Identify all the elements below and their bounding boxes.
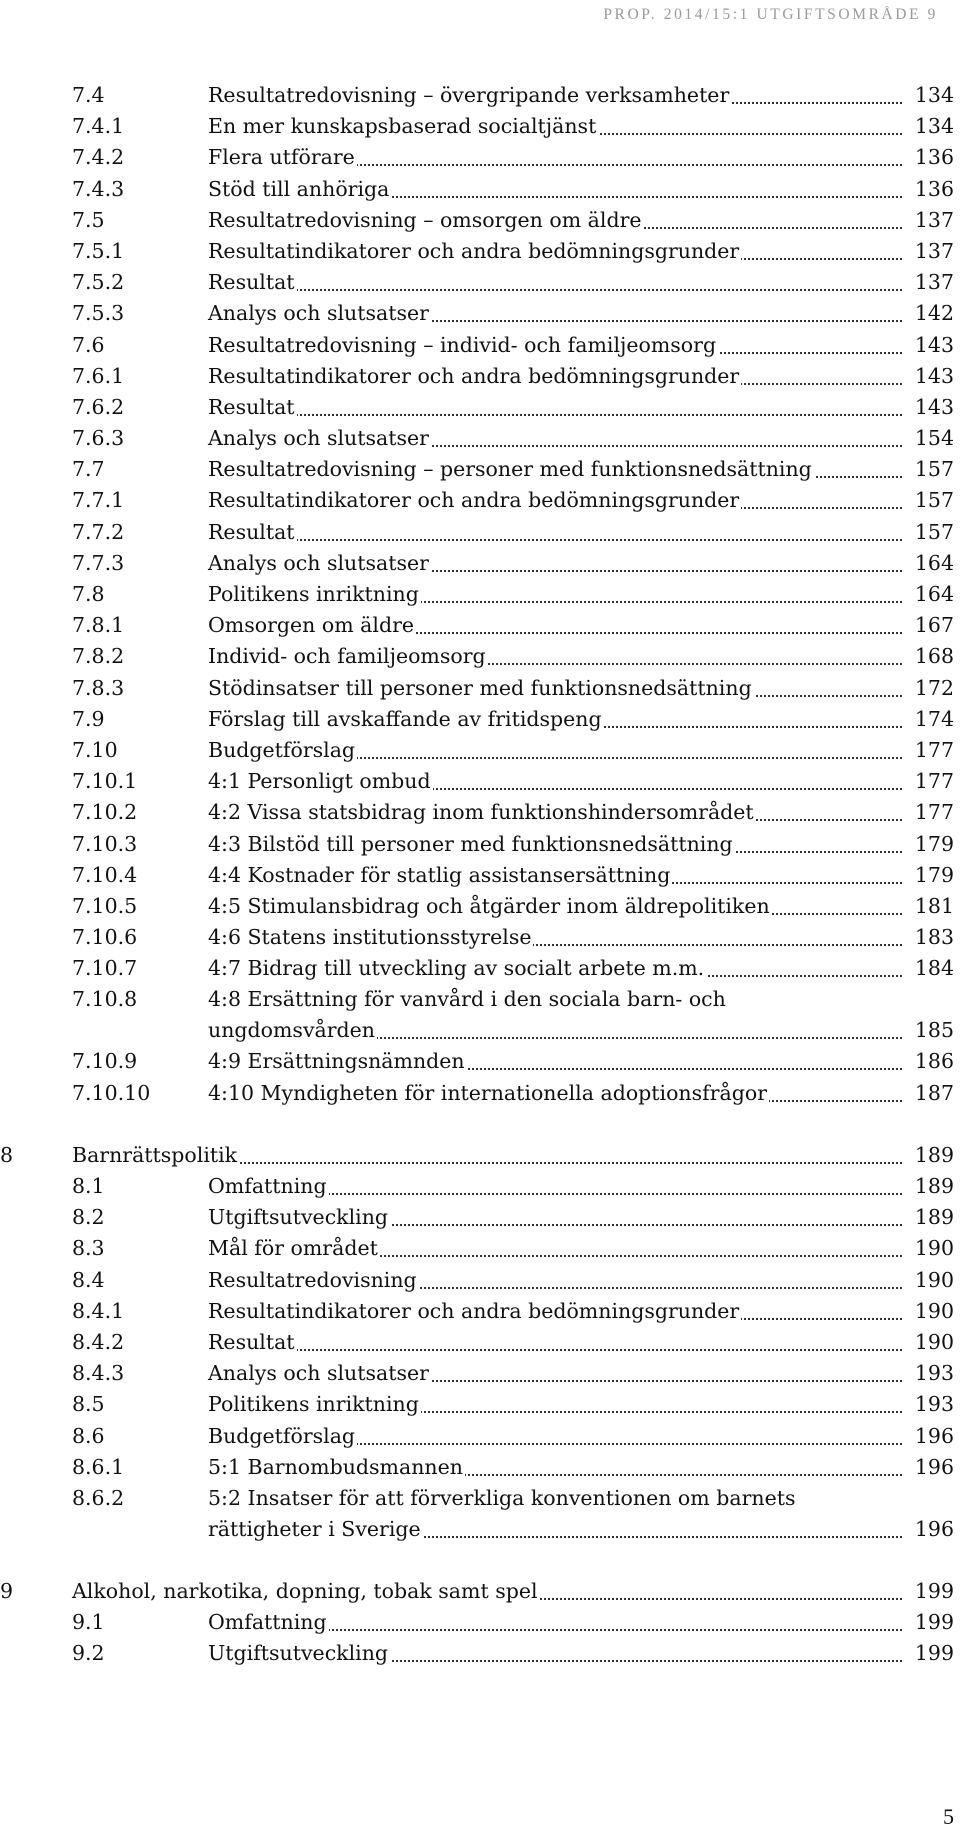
toc-entry-number: 7.8 [72, 582, 105, 606]
toc-entry-leader-line [208, 361, 960, 392]
toc-entry[interactable] [0, 641, 960, 672]
toc-entry[interactable] [0, 392, 960, 423]
toc-entry-number: 7.4.1 [72, 114, 125, 139]
toc-entry-leader-line [208, 1514, 960, 1545]
toc-entry-number: 7.8.1 [72, 613, 125, 638]
toc-entry-title: Resultat [208, 517, 297, 548]
toc-entry-title-line [208, 984, 960, 1015]
toc-entry-page: 142 [906, 298, 954, 329]
toc-entry-page: 154 [906, 423, 954, 454]
toc-entry-page: 189 [906, 1140, 954, 1171]
toc-entry[interactable] [0, 1638, 960, 1669]
toc-entry-page: 189 [906, 1202, 954, 1233]
toc-entry-number: 7.10.7 [72, 956, 138, 981]
toc-entry-leader-line [208, 1202, 960, 1233]
toc-entry-number: 8.3 [72, 1236, 105, 1261]
toc-entry-page: 143 [906, 392, 954, 423]
toc-entry-number: 8.4.3 [72, 1361, 125, 1386]
toc-entry-leader-line [208, 142, 960, 173]
toc-entry-title: Omfattning [208, 1607, 329, 1638]
toc-entry-title: Alkohol, narkotika, dopning, tobak samt spel [72, 1576, 540, 1607]
toc-entry-page: 190 [906, 1327, 954, 1358]
toc-entry-number: 9.1 [72, 1610, 105, 1635]
toc-entry-title: 4:2 Vissa statsbidrag inom funktionshindersområdet [208, 797, 756, 828]
toc-entry-number: 7.7.3 [72, 550, 125, 575]
toc-entry[interactable] [0, 984, 960, 1046]
toc-entry-number: 7.4.3 [72, 176, 125, 201]
toc-entry-page: 179 [906, 829, 954, 860]
toc-entry[interactable] [0, 111, 960, 142]
toc-entry-page: 137 [906, 267, 954, 298]
toc-entry-title: Resultatredovisning – individ- och familjeomsorg [208, 330, 718, 361]
toc-entry-title: Resultatindikatorer och andra bedömningsgrunder [208, 1296, 741, 1327]
toc-entry-title: 4:6 Statens institutionsstyrelse [208, 922, 533, 953]
toc-entry-number: 7.7.1 [72, 488, 125, 513]
toc-entry[interactable] [0, 423, 960, 454]
toc-entry-leader-line [208, 548, 960, 579]
toc-chapter-entry[interactable] [0, 1140, 960, 1171]
toc-entry-page: 137 [906, 205, 954, 236]
toc-entry-page: 193 [906, 1389, 954, 1420]
toc-entry-page: 172 [906, 673, 954, 704]
toc-entry-leader-line [208, 1638, 960, 1669]
toc-entry[interactable] [0, 1171, 960, 1202]
toc-entry[interactable] [0, 1389, 960, 1420]
toc-entry[interactable] [0, 1233, 960, 1264]
toc-entry-title: Resultatredovisning – personer med funktionsnedsättning [208, 454, 814, 485]
toc-entry-title: 4:8 Ersättning för vanvård i den sociala barn- och [208, 984, 728, 1015]
toc-entry[interactable] [0, 236, 960, 267]
toc-entry[interactable] [0, 454, 960, 485]
toc-entry-number: 7.10.4 [72, 862, 138, 887]
toc-entry-page: 186 [906, 1046, 954, 1077]
toc-entry-leader-line [208, 641, 960, 672]
toc-entry-leader-line [208, 485, 960, 516]
toc-entry-page: 167 [906, 610, 954, 641]
toc-entry[interactable] [0, 548, 960, 579]
toc-entry-leader-line [208, 267, 960, 298]
toc-entry-title: Stöd till anhöriga [208, 174, 391, 205]
toc-entry[interactable] [0, 1296, 960, 1327]
toc-entry[interactable] [0, 361, 960, 392]
toc-entry-page: 183 [906, 922, 954, 953]
toc-entry-title-continued: rättigheter i Sverige [208, 1514, 423, 1545]
toc-entry-leader-line [208, 1421, 960, 1452]
toc-entry-number: 7.6.1 [72, 363, 125, 388]
toc-entry-number: 8.4 [72, 1267, 105, 1292]
toc-entry-page: 196 [906, 1452, 954, 1483]
toc-entry-page: 177 [906, 766, 954, 797]
toc-entry[interactable] [0, 517, 960, 548]
toc-entry[interactable] [0, 735, 960, 766]
toc-entry-title-line [208, 1483, 960, 1514]
toc-entry-leader-line [208, 205, 960, 236]
toc-entry-number: 7.6 [72, 332, 105, 357]
toc-entry-title: Analys och slutsatser [208, 548, 431, 579]
toc-entry-page: 157 [906, 485, 954, 516]
toc-entry-number: 7.10.2 [72, 800, 138, 825]
toc-entry[interactable] [0, 330, 960, 361]
toc-entry-title: Omsorgen om äldre [208, 610, 416, 641]
toc-entry-number: 7.10.8 [72, 987, 138, 1012]
toc-entry-number: 8.6.2 [72, 1485, 125, 1510]
toc-entry-title: Barnrättspolitik [72, 1140, 239, 1171]
toc-entry-title: Omfattning [208, 1171, 329, 1202]
toc-entry-leader-line [208, 1078, 960, 1109]
dot-leader [208, 414, 902, 416]
toc-entry-number: 7.10.3 [72, 831, 138, 856]
toc-entry-page: 134 [906, 111, 954, 142]
toc-entry-leader-line [208, 111, 960, 142]
toc-entry-title: Analys och slutsatser [208, 298, 431, 329]
toc-entry-title: 4:10 Myndigheten för internationella adoptionsfrågor [208, 1078, 769, 1109]
toc-chapter-entry[interactable] [0, 1576, 960, 1607]
toc-entry-number: 7.9 [72, 706, 105, 731]
toc-entry[interactable] [0, 1265, 960, 1296]
toc-entry-leader-line [208, 1452, 960, 1483]
toc-entry-title: Resultatredovisning – övergripande verksamheter [208, 80, 731, 111]
toc-entry-title: Flera utförare [208, 142, 357, 173]
toc-entry-leader-line [208, 1358, 960, 1389]
toc-entry[interactable] [0, 766, 960, 797]
dot-leader [208, 539, 902, 541]
toc-entry-title: 4:5 Stimulansbidrag och åtgärder inom äldrepolitiken [208, 891, 772, 922]
toc-entry[interactable] [0, 1046, 960, 1077]
toc-entry[interactable] [0, 891, 960, 922]
toc-entry-leader-line [208, 860, 960, 891]
toc-entry-number: 7.7 [72, 457, 105, 482]
toc-entry-leader-line [208, 174, 960, 205]
toc-entry-page: 137 [906, 236, 954, 267]
toc-entry-leader-line [208, 1327, 960, 1358]
toc-entry-leader-line [72, 1140, 960, 1171]
toc-entry-page: 184 [906, 953, 954, 984]
toc-entry[interactable] [0, 1607, 960, 1638]
toc-entry[interactable] [0, 579, 960, 610]
toc-entry-title: 4:3 Bilstöd till personer med funktionsnedsättning [208, 829, 735, 860]
toc-entry-page: 157 [906, 454, 954, 485]
toc-entry[interactable] [0, 485, 960, 516]
toc-entry-number: 7.10.1 [72, 769, 138, 794]
toc-entry-title: Individ- och familjeomsorg [208, 641, 488, 672]
toc-entry-leader-line [208, 1389, 960, 1420]
toc-entry-leader-line [208, 1046, 960, 1077]
toc-entry[interactable] [0, 1421, 960, 1452]
toc-entry-leader-line [208, 797, 960, 828]
toc-entry-number: 7.5.3 [72, 301, 125, 326]
toc-entry[interactable] [0, 704, 960, 735]
toc-entry-title: Budgetförslag [208, 1421, 357, 1452]
toc-entry-title: 5:2 Insatser för att förverkliga konventionen om barnets [208, 1483, 797, 1514]
toc-entry-number: 7.4.2 [72, 145, 125, 170]
toc-entry-page: 143 [906, 361, 954, 392]
toc-entry-number: 8.4.2 [72, 1329, 125, 1354]
toc-entry-leader-line [208, 766, 960, 797]
toc-entry[interactable] [0, 298, 960, 329]
toc-entry[interactable] [0, 174, 960, 205]
toc-entry-number: 7.5.2 [72, 270, 125, 295]
toc-entry-title: Stödinsatser till personer med funktionsnedsättning [208, 673, 754, 704]
toc-entry-page: 190 [906, 1233, 954, 1264]
toc-entry-number: 7.6.3 [72, 426, 125, 451]
toc-entry-number: 9 [0, 1578, 14, 1603]
toc-entry-title: Utgiftsutveckling [208, 1638, 390, 1669]
running-header: PROP. 2014/15:1 UTGIFTSOMRÅDE 9 [603, 6, 938, 23]
toc-entry-leader-line [208, 829, 960, 860]
toc-entry-number: 7.10.9 [72, 1049, 138, 1074]
toc-entry[interactable] [0, 142, 960, 173]
toc-entry-page: 164 [906, 548, 954, 579]
toc-entry-leader-line [208, 392, 960, 423]
toc-entry-title: 4:9 Ersättningsnämnden [208, 1046, 467, 1077]
toc-entry-number: 8.6 [72, 1423, 105, 1448]
toc-entry-title: Resultat [208, 267, 297, 298]
toc-entry[interactable] [0, 267, 960, 298]
toc-entry-number: 7.5 [72, 207, 105, 232]
toc-entry-page: 199 [906, 1607, 954, 1638]
toc-entry[interactable] [0, 610, 960, 641]
toc-entry-leader-line [208, 891, 960, 922]
toc-entry[interactable] [0, 922, 960, 953]
toc-entry-title: Resultatredovisning [208, 1265, 419, 1296]
toc-entry-leader-line [208, 735, 960, 766]
toc-entry-page: 157 [906, 517, 954, 548]
toc-entry-leader-line [208, 423, 960, 454]
toc-entry-title: 5:1 Barnombudsmannen [208, 1452, 465, 1483]
toc-entry-leader-line [208, 236, 960, 267]
toc-entry-number: 7.10.6 [72, 925, 138, 950]
toc-entry-page: 136 [906, 174, 954, 205]
toc-entry-page: 164 [906, 579, 954, 610]
toc-entry-number: 8.6.1 [72, 1454, 125, 1479]
toc-entry[interactable] [0, 1202, 960, 1233]
toc-entry-title: Resultatredovisning – omsorgen om äldre [208, 205, 644, 236]
toc-entry-leader-line [208, 330, 960, 361]
toc-entry-title: 4:1 Personligt ombud [208, 766, 433, 797]
toc-entry-number: 9.2 [72, 1641, 105, 1666]
toc-entry-leader-line [72, 1576, 960, 1607]
toc-entry-page: 136 [906, 142, 954, 173]
toc-entry[interactable] [0, 860, 960, 891]
dot-leader [208, 289, 902, 291]
toc-entry-leader-line [208, 704, 960, 735]
toc-entry-title: Förslag till avskaffande av fritidspeng [208, 704, 604, 735]
toc-entry-leader-line [208, 579, 960, 610]
toc-entry-title: 4:7 Bidrag till utveckling av socialt arbete m.m. [208, 953, 706, 984]
toc-entry-page: 189 [906, 1171, 954, 1202]
toc-entry-page: 179 [906, 860, 954, 891]
toc-entry-number: 7.4 [72, 83, 105, 107]
toc-entry-page: 185 [906, 1015, 954, 1046]
toc-entry[interactable] [0, 1327, 960, 1358]
toc-entry-title-continued: ungdomsvården [208, 1015, 377, 1046]
toc-entry-leader-line [208, 953, 960, 984]
toc-entry-number: 8 [0, 1142, 14, 1167]
toc-entry-title: Analys och slutsatser [208, 1358, 431, 1389]
toc-entry-page: 193 [906, 1358, 954, 1389]
toc-entry-page: 187 [906, 1078, 954, 1109]
dot-leader [208, 1349, 902, 1351]
toc-entry-leader-line [208, 1607, 960, 1638]
toc-entry-title: Resultat [208, 392, 297, 423]
toc-entry[interactable] [0, 205, 960, 236]
toc-entry-title: Analys och slutsatser [208, 423, 431, 454]
toc-entry-title: En mer kunskapsbaserad socialtjänst [208, 111, 598, 142]
toc-entry-page: 168 [906, 641, 954, 672]
toc-entry-title: Politikens inriktning [208, 579, 421, 610]
toc-entry-page: 190 [906, 1296, 954, 1327]
toc-entry-title: Resultat [208, 1327, 297, 1358]
toc-entry-leader-line [208, 673, 960, 704]
toc-entry-number: 8.4.1 [72, 1298, 125, 1323]
toc-entry-page: 190 [906, 1265, 954, 1296]
toc-entry-title: 4:4 Kostnader för statlig assistansersättning [208, 860, 672, 891]
toc-entry-title: Politikens inriktning [208, 1389, 421, 1420]
toc-entry-page: 196 [906, 1514, 954, 1545]
toc-entry[interactable] [0, 829, 960, 860]
toc-entry-leader-line [208, 517, 960, 548]
toc-entry-leader-line [208, 922, 960, 953]
toc-entry-leader-line [208, 80, 960, 111]
toc-entry-page: 134 [906, 80, 954, 111]
toc-entry-number: 7.5.1 [72, 238, 125, 263]
toc-entry-page: 177 [906, 797, 954, 828]
toc-entry-number: 8.2 [72, 1205, 105, 1230]
toc-entry-leader-line [208, 1233, 960, 1264]
toc-entry[interactable] [0, 673, 960, 704]
toc-entry[interactable] [0, 1452, 960, 1483]
toc-entry-leader-line [208, 454, 960, 485]
toc-entry-number: 7.6.2 [72, 394, 125, 419]
toc-entry-leader-line [208, 1171, 960, 1202]
toc-entry-page: 143 [906, 330, 954, 361]
page-number: 5 [943, 1804, 954, 1829]
toc-entry-page: 174 [906, 704, 954, 735]
toc-entry[interactable] [0, 953, 960, 984]
toc-entry[interactable] [0, 1483, 960, 1545]
toc-entry-page: 177 [906, 735, 954, 766]
toc-entry-page: 196 [906, 1421, 954, 1452]
toc-entry-number: 7.10.10 [72, 1080, 151, 1105]
toc-entry-number: 7.8.3 [72, 675, 125, 700]
toc-entry-page: 199 [906, 1576, 954, 1607]
toc-entry-number: 7.7.2 [72, 519, 125, 544]
toc-entry[interactable] [0, 80, 960, 111]
toc-entry-title: Resultatindikatorer och andra bedömningsgrunder [208, 236, 741, 267]
toc-entry-leader-line [208, 610, 960, 641]
toc-entry-leader-line [208, 1296, 960, 1327]
toc-entry-title: Resultatindikatorer och andra bedömningsgrunder [208, 361, 741, 392]
toc-entry-title: Budgetförslag [208, 735, 357, 766]
toc-entry-number: 8.1 [72, 1174, 105, 1198]
toc-entry-number: 8.5 [72, 1392, 105, 1417]
toc-entry-title: Utgiftsutveckling [208, 1202, 390, 1233]
toc-entry-number: 7.8.2 [72, 644, 125, 669]
toc-entry[interactable] [0, 1358, 960, 1389]
toc-entry-page: 199 [906, 1638, 954, 1669]
table-of-contents [0, 80, 960, 1669]
toc-entry-number: 7.10.5 [72, 893, 138, 918]
toc-entry-leader-line [208, 1265, 960, 1296]
toc-entry-title: Resultatindikatorer och andra bedömningsgrunder [208, 485, 741, 516]
toc-entry[interactable] [0, 797, 960, 828]
toc-entry[interactable] [0, 1078, 960, 1109]
toc-entry-number: 7.10 [72, 737, 118, 762]
toc-entry-page: 181 [906, 891, 954, 922]
toc-entry-leader-line [208, 1015, 960, 1046]
toc-entry-title: Mål för området [208, 1233, 380, 1264]
toc-entry-leader-line [208, 298, 960, 329]
